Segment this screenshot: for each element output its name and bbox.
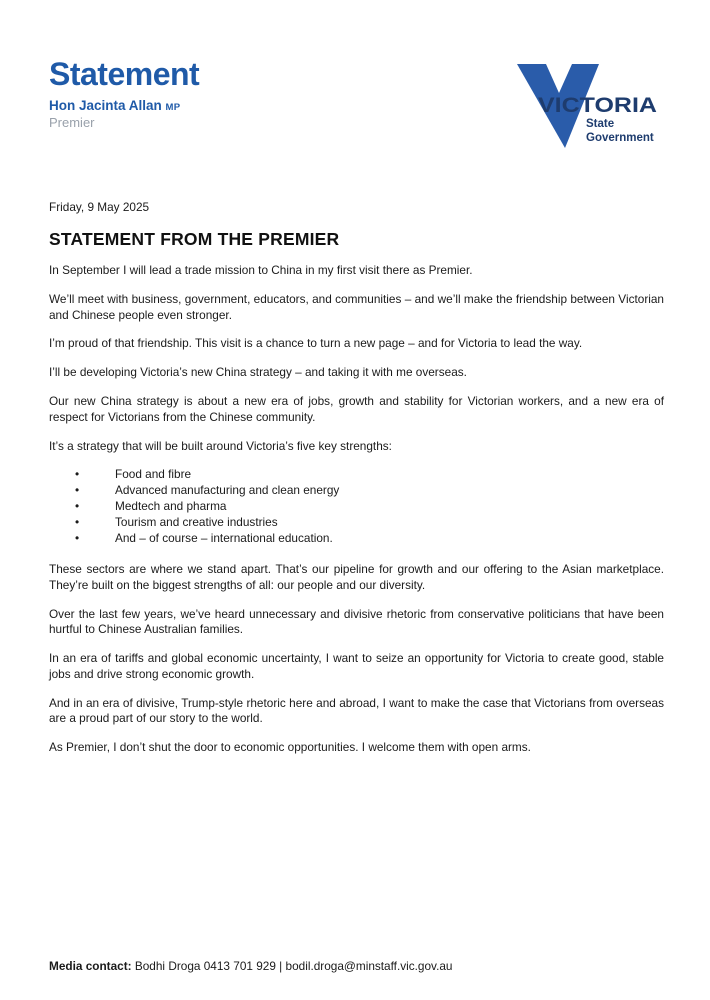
masthead-text-block [49, 58, 199, 130]
list-item: • Tourism and creative industries [49, 515, 664, 531]
list-item: • Advanced manufacturing and clean energy [49, 483, 664, 499]
logo-tagline-state: State [586, 118, 615, 130]
media-contact-value: Bodhi Droga 0413 701 929 | bodil.droga@minstaff.vic.gov.au [134, 959, 453, 973]
logo-tagline-government: Government [586, 132, 654, 144]
paragraph: In an era of tariffs and global economic uncertainty, I want to seize an opportunity for Victoria to create good, stable jobs and drive strong economic growth. [49, 651, 664, 681]
paragraph: I’ll be developing Victoria’s new China strategy – and taking it with me overseas. [49, 365, 467, 380]
paragraph: And in an era of divisive, Trump-style rhetoric here and abroad, I want to make the case that Victorians from overseas are a proud part of our story to the world. [49, 695, 664, 726]
paragraph: It’s a strategy that will be built around Victoria’s five key strengths: [49, 438, 392, 453]
list-item: • And – of course – international education. [49, 531, 664, 547]
victoria-logo-graphic [514, 60, 664, 152]
masthead-author [49, 99, 199, 114]
paragraph: Our new China strategy is about a new era of jobs, growth and stability for Victorian workers, and a new era of respect for Victorians from the Chinese community. [49, 393, 664, 424]
paragraph: We’ll meet with business, government, educators, and communities – and we’ll make the friendship between Victorian and Chinese people even stronger. [49, 291, 664, 322]
key-strengths-list [49, 467, 664, 547]
masthead-role: Premier [49, 114, 95, 130]
media-contact-label: Media contact: [49, 959, 132, 973]
paragraph: I’m proud of that friendship. This visit is a chance to turn a new page – and for Victoria to lead the way. [49, 336, 583, 351]
masthead [49, 58, 664, 150]
statement-heading: STATEMENT FROM THE PREMIER [49, 229, 340, 249]
paragraph: In September I will lead a trade mission to China in my first visit there as Premier. [49, 263, 473, 277]
paragraph: As Premier, I don’t shut the door to economic opportunities. I welcome them with open arms. [49, 740, 531, 755]
logo-wordmark: VICTORIA [538, 94, 657, 117]
date-line: Friday, 9 May 2025 [49, 200, 150, 214]
list-item: • Medtech and pharma [49, 499, 664, 515]
paragraph: These sectors are where we stand apart. That’s our pipeline for growth and our offering to the Asian marketplace. They’re built on the biggest strengths of all: our people and our diversity. [49, 561, 664, 592]
statement-body [49, 200, 664, 756]
paragraph: Over the last few years, we’ve heard unnecessary and divisive rhetoric from conservative politicians that have been hurtful to Chinese Australian families. [49, 606, 664, 637]
author-name: Hon Jacinta Allan [49, 98, 162, 113]
victoria-state-government-logo [514, 60, 664, 157]
masthead-title: Statement [49, 56, 200, 92]
media-contact-line [49, 959, 664, 973]
author-postnominal: MP [165, 102, 181, 113]
list-item: • Food and fibre [49, 467, 664, 483]
